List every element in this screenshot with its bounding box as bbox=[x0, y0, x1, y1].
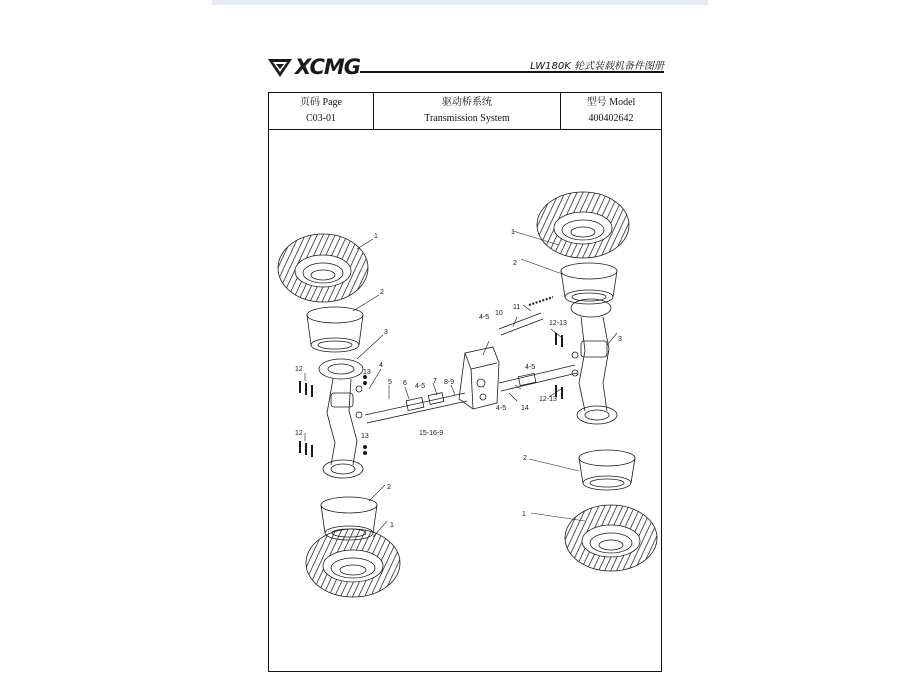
rim-rear-right-icon bbox=[579, 450, 635, 490]
callout-7: 7 bbox=[433, 378, 437, 385]
callout-8-9: 8-9 bbox=[444, 379, 455, 386]
callout-2-front-left: 2 bbox=[380, 289, 384, 296]
model-label: 型号 Model bbox=[586, 97, 636, 108]
callout-13-upper-left: 13 bbox=[363, 369, 371, 376]
xcmg-logo-mark-icon bbox=[268, 57, 292, 77]
callout-4: 4 bbox=[379, 362, 383, 369]
callout-2-rear-right: 2 bbox=[523, 455, 527, 462]
callout-1-rear-left: 1 bbox=[390, 522, 394, 529]
rim-front-left-icon bbox=[307, 307, 363, 352]
callout-12-upper-left: 12 bbox=[295, 366, 303, 373]
callout-3-right: 3 bbox=[618, 336, 622, 343]
rim-front-right-icon bbox=[561, 263, 617, 304]
tire-rear-right-icon bbox=[565, 505, 657, 571]
model-value: 400402642 bbox=[588, 113, 634, 124]
callout-13-lower-left: 13 bbox=[361, 433, 369, 440]
callout-12-13-lower-right: 12-13 bbox=[539, 396, 557, 403]
page-value: C03-01 bbox=[306, 113, 336, 124]
callout-2-front-right: 2 bbox=[513, 260, 517, 267]
right-drive-axle-icon bbox=[571, 299, 617, 424]
page-label: 页码 Page bbox=[300, 97, 342, 108]
callout-10: 10 bbox=[495, 310, 503, 317]
transmission-system-drawing bbox=[269, 93, 663, 673]
gearbox-icon bbox=[459, 347, 499, 409]
tire-front-right-icon bbox=[537, 192, 629, 258]
front-drive-shaft-icon bbox=[499, 365, 577, 391]
callout-5: 5 bbox=[388, 379, 392, 386]
rear-drive-shaft-icon bbox=[365, 393, 467, 423]
callout-1-rear-right: 1 bbox=[522, 511, 526, 518]
parts-sheet bbox=[268, 92, 662, 672]
callout-4-5-right: 4-5 bbox=[525, 364, 536, 371]
callout-15-16-9: 15-16-9 bbox=[419, 430, 444, 437]
callout-4-5-upper: 4-5 bbox=[479, 314, 490, 321]
catalog-title: LW180K 轮式装载机备件图册 bbox=[530, 61, 664, 72]
callout-4-5-left: 4-5 bbox=[415, 383, 426, 390]
callout-11: 11 bbox=[513, 304, 521, 311]
tire-rear-left-icon bbox=[306, 529, 400, 597]
top-strip bbox=[212, 0, 708, 5]
callout-12-13-upper-right: 12-13 bbox=[549, 320, 567, 327]
system-value: Transmission System bbox=[424, 113, 510, 124]
callout-12-lower-left: 12 bbox=[295, 430, 303, 437]
left-drive-axle-icon bbox=[319, 359, 363, 478]
callout-4-5-lower: 4-5 bbox=[496, 405, 507, 412]
xcmg-logo bbox=[268, 56, 360, 78]
callout-1-front-left: 1 bbox=[374, 233, 378, 240]
callout-2-rear-left: 2 bbox=[387, 484, 391, 491]
brand-name: XCMG bbox=[295, 55, 360, 79]
callout-3-left: 3 bbox=[384, 329, 388, 336]
callout-6: 6 bbox=[403, 380, 407, 387]
tire-front-left-icon bbox=[278, 234, 368, 302]
callout-14: 14 bbox=[521, 405, 529, 412]
system-label: 驱动桥系统 bbox=[442, 97, 492, 108]
callout-1-front-right: 1 bbox=[511, 229, 515, 236]
upper-shaft-icon bbox=[499, 297, 553, 335]
